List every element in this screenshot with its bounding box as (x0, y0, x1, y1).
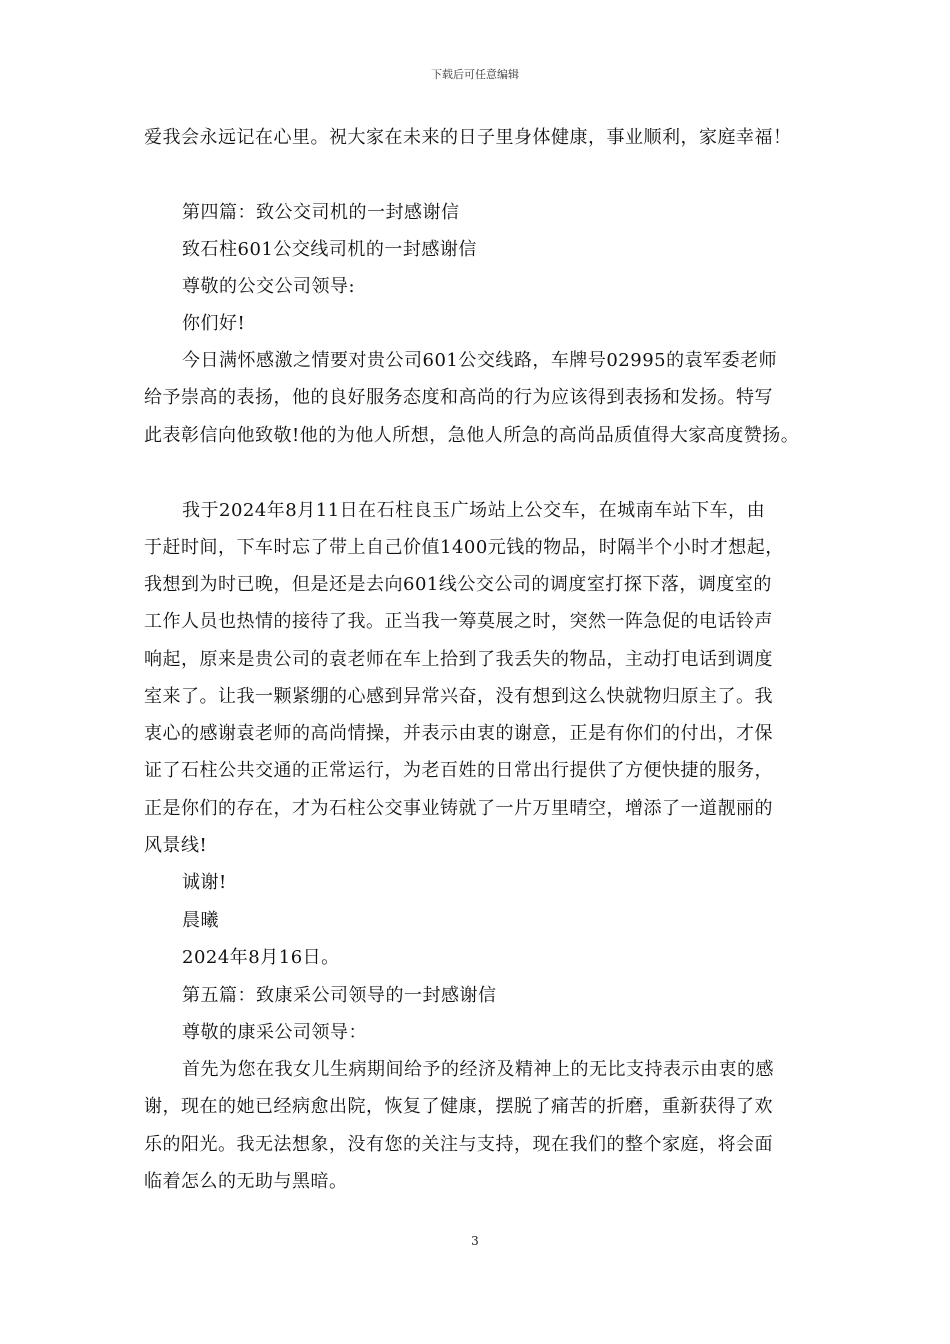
page-header: 下载后可任意编辑 (431, 68, 519, 81)
text-line: 于赶时间，下车时忘了带上自己价值1400元钱的物品，时隔半个小时才想起， (144, 537, 784, 558)
text-line: 临着怎么的无助与黑暗。 (144, 1171, 348, 1192)
text-line: 首先为您在我女儿生病期间给予的经济及精神上的无比支持表示由衷的感 (182, 1059, 774, 1080)
text-line: 谢，现在的她已经病愈出院，恢复了健康，摆脱了痛苦的折磨，重新获得了欢 (144, 1096, 773, 1117)
salutation: 尊敬的公交公司领导: (182, 276, 356, 297)
date: 2024年8月16日。 (182, 947, 340, 968)
text-line: 室来了。让我一颗紧绷的心感到异常兴奋，没有想到这么快就物归原主了。我 (144, 686, 773, 707)
greeting: 你们好! (182, 313, 246, 334)
text-line: 给予崇高的表扬，他的良好服务态度和高尚的行为应该得到表扬和发扬。特写 (144, 387, 773, 408)
text-line: 风景线! (144, 835, 208, 856)
text-line: 此表彰信向他致敬!他的为他人所想，急他人所急的高尚品质值得大家高度赞扬。 (144, 425, 800, 446)
signature: 晨曦 (182, 910, 219, 931)
salutation: 尊敬的康采公司领导： (182, 1022, 367, 1043)
text-line: 爱我会永远记在心里。祝大家在未来的日子里身体健康，事业顺利，家庭幸福！ (144, 127, 792, 148)
text-line: 我于2024年8月11日在石柱良玉广场站上公交车，在城南车站下车，由 (182, 500, 766, 521)
text-line: 正是你们的存在，才为石柱公交事业铸就了一片万里晴空，增添了一道靓丽的 (144, 798, 773, 819)
text-line: 我想到为时已晚，但是还是去向601线公交公司的调度室打探下落，调度室的 (144, 574, 772, 595)
text-line: 衷心的感谢袁老师的高尚情操，并表示由衷的谢意，正是有你们的付出，才保 (144, 723, 773, 744)
text-line: 证了石柱公共交通的正常运行，为老百姓的日常出行提供了方便快捷的服务， (144, 760, 773, 781)
text-line: 响起，原来是贵公司的袁老师在车上拾到了我丢失的物品，主动打电话到调度 (144, 649, 773, 670)
letter-title: 致石柱601公交线司机的一封感谢信 (182, 239, 477, 260)
text-line: 今日满怀感激之情要对贵公司601公交线路，车牌号02995的袁军委老师 (182, 350, 778, 371)
text-line: 工作人员也热情的接待了我。正当我一筹莫展之时，突然一阵急促的电话铃声 (144, 611, 773, 632)
section-heading: 第五篇：致康采公司领导的一封感谢信 (182, 985, 497, 1006)
section-heading: 第四篇：致公交司机的一封感谢信 (182, 202, 460, 223)
closing: 诚谢! (182, 872, 227, 893)
text-line: 乐的阳光。我无法想象，没有您的关注与支持，现在我们的整个家庭，将会面 (144, 1134, 773, 1155)
page-number: 3 (471, 1234, 479, 1248)
